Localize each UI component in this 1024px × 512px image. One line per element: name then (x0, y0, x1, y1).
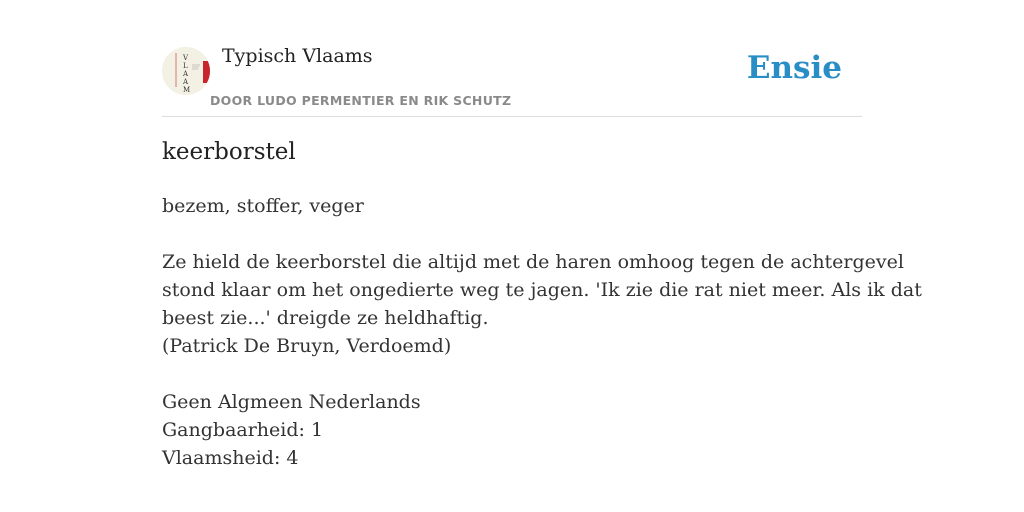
book-title[interactable]: Typisch Vlaams (222, 45, 373, 67)
book-cover-logo[interactable] (162, 47, 210, 95)
svg-text:M: M (183, 86, 191, 94)
book-cover-image (162, 47, 210, 95)
page-header (162, 40, 862, 117)
book-byline: DOOR LUDO PERMENTIER EN RIK SCHUTZ (210, 93, 512, 108)
svg-text:A: A (183, 78, 189, 86)
ensie-logo[interactable]: Ensie (746, 50, 842, 86)
svg-text:L: L (183, 62, 188, 70)
entry-gangbaarheid: Gangbaarheid: 1 (162, 419, 324, 441)
entry-status: Geen Algmeen Nederlands (162, 391, 421, 413)
paragraph-gap (162, 360, 862, 388)
entry-vlaamsheid: Vlaamsheid: 4 (162, 447, 299, 469)
paragraph-gap (162, 220, 862, 248)
svg-text:V: V (183, 54, 189, 62)
quote-line: Ze hield de keerborstel die altijd met de haren omhoog tegen de achtergevel (162, 251, 904, 273)
quote-source: (Patrick De Bruyn, Verdoemd) (162, 335, 452, 357)
quote-line: beest zie...' dreigde ze heldhaftig. (162, 307, 489, 329)
entry-title: keerborstel (162, 139, 296, 165)
quote-line: stond klaar om het ongedierte weg te jagen. 'Ik zie die rat niet meer. Als ik dat (162, 279, 922, 301)
entry-body (162, 192, 922, 472)
entry-synonyms: bezem, stoffer, veger (162, 195, 364, 217)
svg-text:A: A (183, 70, 189, 78)
